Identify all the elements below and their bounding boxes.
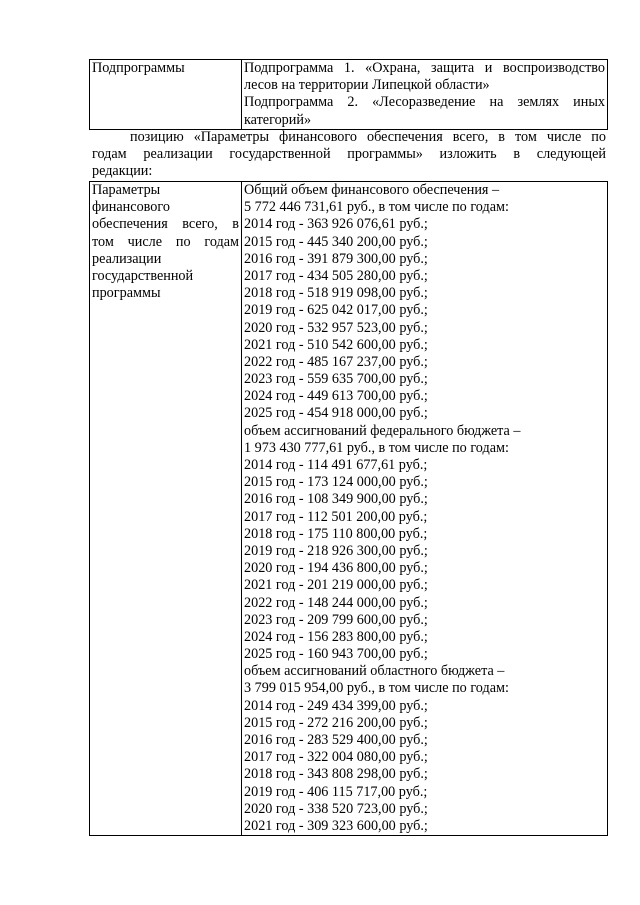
- finance-value-line: 2018 год - 343 808 298,00 руб.;: [244, 766, 428, 783]
- finance-label-line: обеспечения всего, в: [92, 216, 239, 233]
- finance-value-line: 2016 год - 391 879 300,00 руб.;: [244, 250, 428, 267]
- finance-value-line: 2015 год - 272 216 200,00 руб.;: [244, 714, 428, 731]
- finance-value-line: 3 799 015 954,00 руб., в том числе по годам:: [244, 680, 509, 697]
- subprograms-row: [90, 60, 608, 130]
- finance-value-line: объем ассигнований областного бюджета –: [244, 663, 505, 680]
- subprograms-value-cell: [242, 60, 608, 130]
- finance-value-line: 2020 год - 532 957 523,00 руб.;: [244, 319, 428, 336]
- subprograms-label: Подпрограммы: [92, 60, 185, 76]
- finance-table: [89, 181, 608, 836]
- finance-value-line: 2020 год - 194 436 800,00 руб.;: [244, 560, 428, 577]
- finance-value-line: 2014 год - 249 434 399,00 руб.;: [244, 697, 428, 714]
- finance-value-line: 2021 год - 510 542 600,00 руб.;: [244, 336, 428, 353]
- subprogram-2-line-2: категорий»: [244, 111, 312, 128]
- paragraph-line-3: редакции:: [92, 163, 153, 180]
- finance-value-line: 2022 год - 148 244 000,00 руб.;: [244, 594, 428, 611]
- paragraph-line-1-text: позицию «Параметры финансового обеспечения всего, в том числе по: [130, 129, 606, 145]
- finance-value-line: 2023 год - 209 799 600,00 руб.;: [244, 611, 428, 628]
- finance-value-line: 2014 год - 114 491 677,61 руб.;: [244, 457, 428, 473]
- finance-value-line: 2017 год - 322 004 080,00 руб.;: [244, 749, 428, 766]
- finance-value-line: 2020 год - 338 520 723,00 руб.;: [244, 800, 428, 817]
- finance-value-line: 2019 год - 625 042 017,00 руб.;: [244, 302, 428, 319]
- finance-value-line: 2015 год - 445 340 200,00 руб.;: [244, 233, 428, 250]
- subprogram-1-line-1: Подпрограмма 1. «Охрана, защита и воспроизводство: [244, 60, 605, 76]
- finance-value-line: 2019 год - 218 926 300,00 руб.;: [244, 542, 428, 559]
- finance-value-line: 2017 год - 434 505 280,00 руб.;: [244, 267, 428, 284]
- finance-value-line: 2015 год - 173 124 000,00 руб.;: [244, 474, 428, 491]
- finance-value-line: 2021 год - 201 219 000,00 руб.;: [244, 577, 428, 594]
- finance-value-line: 2016 год - 283 529 400,00 руб.;: [244, 732, 428, 748]
- finance-value-line: Общий объем финансового обеспечения –: [244, 182, 500, 198]
- finance-value-line: 2025 год - 160 943 700,00 руб.;: [244, 646, 428, 663]
- paragraph-line-1: [92, 129, 606, 146]
- finance-value-line: объем ассигнований федерального бюджета –: [244, 422, 521, 439]
- finance-label-line: программы: [92, 285, 161, 302]
- finance-value-line: 2022 год - 485 167 237,00 руб.;: [244, 353, 428, 370]
- finance-value-cell: [242, 182, 608, 836]
- finance-value-line: 2024 год - 449 613 700,00 руб.;: [244, 388, 428, 405]
- subprograms-table: [89, 59, 608, 130]
- finance-value-line: 2023 год - 559 635 700,00 руб.;: [244, 371, 428, 388]
- finance-value-line: 2018 год - 518 919 098,00 руб.;: [244, 285, 428, 302]
- finance-value-line: 2021 год - 309 323 600,00 руб.;: [244, 817, 428, 834]
- finance-label-cell: [90, 182, 242, 836]
- finance-row: [90, 182, 608, 836]
- finance-value-line: 2024 год - 156 283 800,00 руб.;: [244, 628, 428, 645]
- finance-value-line: 2018 год - 175 110 800,00 руб.;: [244, 525, 428, 542]
- finance-value-line: 5 772 446 731,61 руб., в том числе по годам:: [244, 199, 509, 216]
- finance-value-line: 2017 год - 112 501 200,00 руб.;: [244, 508, 428, 525]
- finance-value-line: 2019 год - 406 115 717,00 руб.;: [244, 783, 428, 800]
- finance-label-line: государственной: [92, 267, 194, 284]
- subprogram-1-line-2: лесов на территории Липецкой области»: [244, 77, 490, 94]
- subprograms-label-cell: [90, 60, 242, 130]
- finance-value-line: 2025 год - 454 918 000,00 руб.;: [244, 405, 428, 422]
- finance-label-line: финансового: [92, 199, 170, 216]
- finance-value-line: 2014 год - 363 926 076,61 руб.;: [244, 216, 428, 233]
- finance-label-line: том числе по годам: [92, 233, 239, 250]
- instruction-paragraph: [92, 129, 606, 181]
- subprogram-2-line-1: Подпрограмма 2. «Лесоразведение на землях иных: [244, 94, 605, 111]
- paragraph-line-2: годам реализации государственной программы» изложить в следующей: [92, 146, 606, 163]
- finance-value-line: 1 973 430 777,61 руб., в том числе по годам:: [244, 439, 509, 456]
- finance-value-line: 2016 год - 108 349 900,00 руб.;: [244, 491, 428, 508]
- finance-label-line: реализации: [92, 250, 162, 267]
- finance-label-line: Параметры: [92, 182, 161, 198]
